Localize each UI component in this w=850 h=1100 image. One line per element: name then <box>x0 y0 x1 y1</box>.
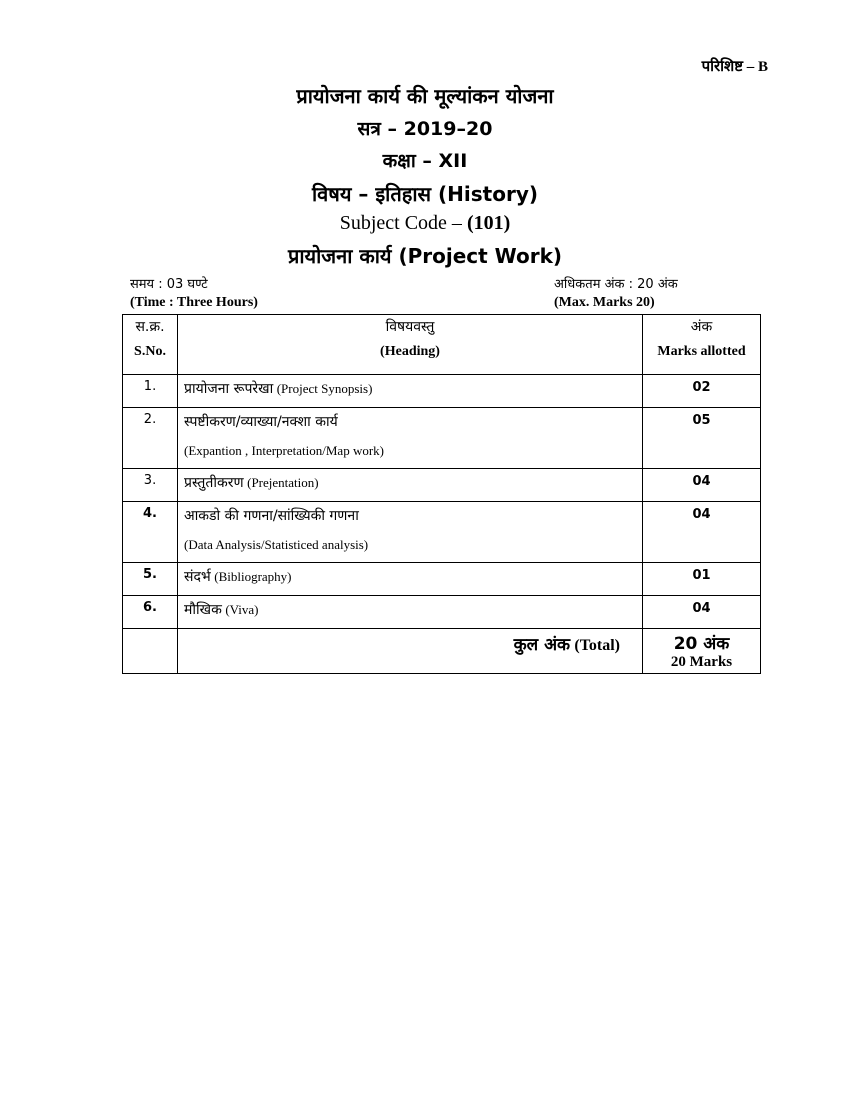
row-heading-english: (Viva) <box>225 602 259 617</box>
header-marks-english: Marks allotted <box>657 344 746 359</box>
row-sno: 4. <box>123 502 178 563</box>
row-heading-english: (Project Synopsis) <box>276 381 373 396</box>
row-heading <box>178 408 643 469</box>
header-sno-english: S.No. <box>134 344 166 359</box>
row-heading <box>178 502 643 563</box>
marks-table <box>122 314 761 674</box>
row-sno: 2. <box>123 408 178 469</box>
row-sno: 1. <box>123 375 178 408</box>
subject-code-label: Subject Code – <box>339 212 462 234</box>
max-marks-hindi: अधिकतम अंक : 20 अंक <box>554 277 678 292</box>
row-sno: 5. <box>123 563 178 596</box>
row-heading <box>178 563 643 596</box>
row-heading-hindi: प्रस्तुतीकरण <box>184 475 244 491</box>
row-heading <box>178 375 643 408</box>
subject-code-line <box>0 212 850 235</box>
row-heading-english: (Prejentation) <box>247 475 319 490</box>
total-marks-english: 20 Marks <box>670 654 733 670</box>
row-sno: 3. <box>123 469 178 502</box>
total-label <box>178 629 643 674</box>
total-label-hindi: कुल अंक <box>513 635 571 655</box>
table-header-row <box>123 315 761 375</box>
table-row <box>123 502 761 563</box>
row-heading-hindi: आकडो की गणना/सांख्यिकी गणना <box>184 508 359 524</box>
row-heading <box>178 596 643 629</box>
total-empty-cell <box>123 629 178 674</box>
subject-line: विषय – इतिहास (History) <box>311 182 539 206</box>
header-sno-hindi: स.क्र. <box>135 319 165 335</box>
row-heading-hindi: प्रायोजना रूपरेखा <box>184 381 274 397</box>
row-heading <box>178 469 643 502</box>
header-marks-hindi: अंक <box>690 319 713 335</box>
row-marks: 04 <box>643 502 761 563</box>
row-heading-hindi: मौखिक <box>184 602 222 618</box>
appendix-label: परिशिष्ट – B <box>701 59 768 75</box>
header-heading <box>178 315 643 375</box>
table-row <box>123 596 761 629</box>
header-heading-english: (Heading) <box>380 344 440 359</box>
total-row <box>123 629 761 674</box>
document-title: प्रायोजना कार्य की मूल्यांकन योजना <box>296 84 554 108</box>
header-sno <box>123 315 178 375</box>
row-heading-hindi: स्पष्टीकरण/व्याख्या/नक्शा कार्य <box>184 414 338 430</box>
table-row <box>123 563 761 596</box>
subject-code-value: (101) <box>466 212 511 234</box>
row-marks: 04 <box>643 469 761 502</box>
table-row <box>123 469 761 502</box>
header-marks <box>643 315 761 375</box>
row-marks: 01 <box>643 563 761 596</box>
table-row <box>123 375 761 408</box>
row-marks: 05 <box>643 408 761 469</box>
class-line: कक्षा – XII <box>382 150 468 172</box>
table-row <box>123 408 761 469</box>
total-marks-hindi: 20 अंक <box>673 634 730 654</box>
row-heading-english: (Data Analysis/Statisticed analysis) <box>184 537 369 552</box>
row-sno: 6. <box>123 596 178 629</box>
project-work-line: प्रायोजना कार्य (Project Work) <box>287 244 563 268</box>
row-heading-hindi: संदर्भ <box>184 569 211 585</box>
time-hindi: समय : 03 घण्टे <box>130 277 208 292</box>
row-marks: 02 <box>643 375 761 408</box>
session-line: सत्र – 2019–20 <box>357 118 493 140</box>
row-marks: 04 <box>643 596 761 629</box>
row-heading-english: (Expantion , Interpretation/Map work) <box>184 443 384 458</box>
time-english: (Time : Three Hours) <box>130 295 258 310</box>
max-marks-english: (Max. Marks 20) <box>554 295 655 310</box>
header-heading-hindi: विषयवस्तु <box>385 319 435 335</box>
total-label-english: (Total) <box>574 637 620 654</box>
row-heading-english: (Bibliography) <box>214 569 292 584</box>
total-marks <box>643 629 761 674</box>
